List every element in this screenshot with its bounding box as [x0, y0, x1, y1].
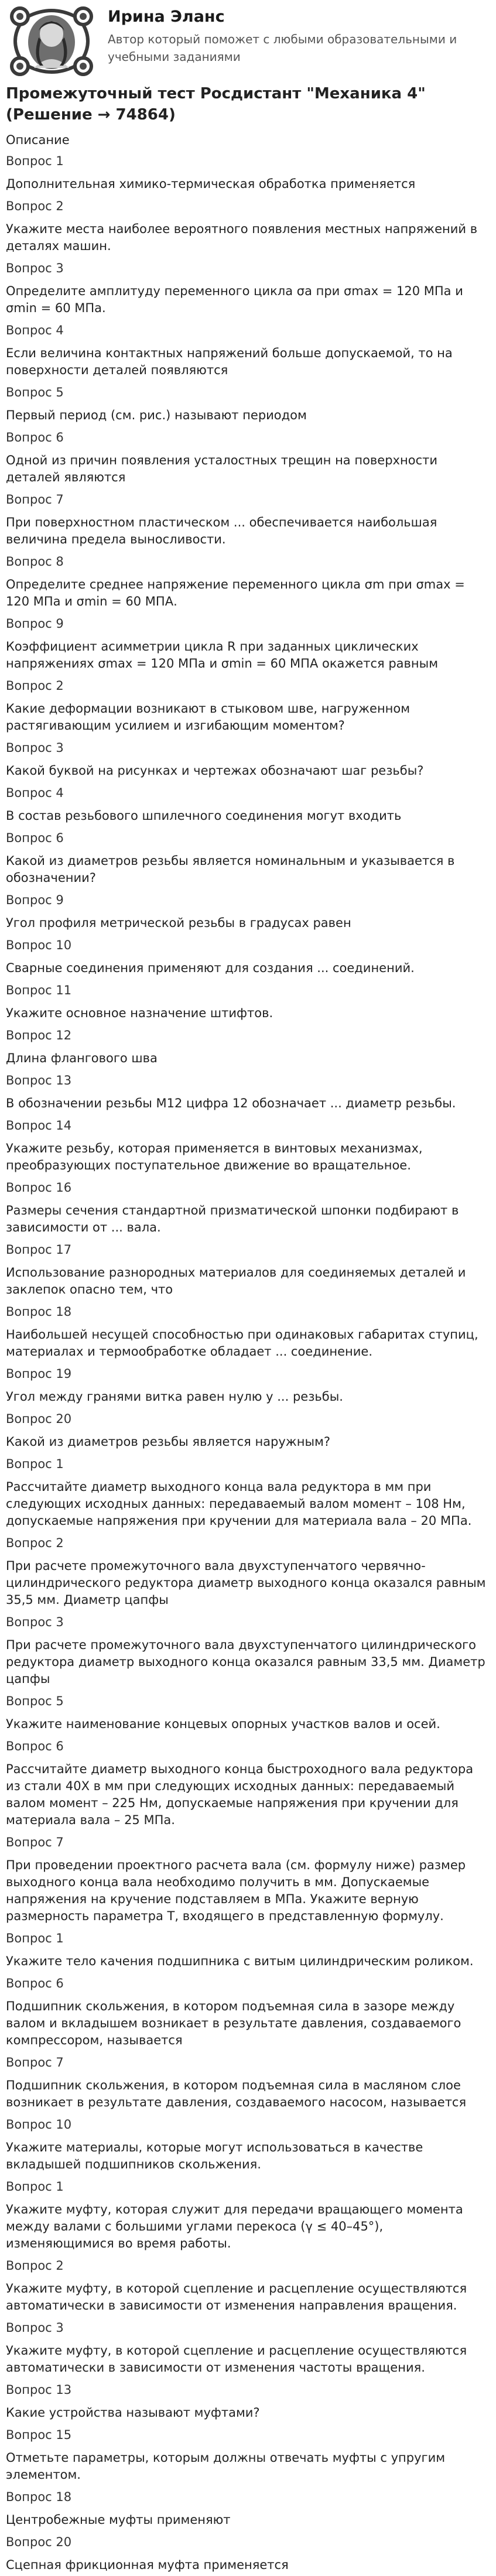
- question-item: [6, 150, 490, 195]
- question-number: Вопрос 13: [6, 1073, 72, 1087]
- question-number: Вопрос 2: [6, 199, 64, 213]
- question-text: Определите амплитуду переменного цикла σa при σmax = 120 МПа и σmin = 60 МПа.: [6, 284, 463, 315]
- question-item: [6, 1301, 490, 1363]
- question-text: В состав резьбового шпилечного соединения могут входить: [6, 809, 402, 823]
- question-item: [6, 1972, 490, 2051]
- question-number: Вопрос 8: [6, 555, 64, 569]
- question-text: Какой буквой на рисунках и чертежах обозначают шаг резьбы?: [6, 764, 424, 778]
- question-number: Вопрос 4: [6, 323, 64, 337]
- question-text: Дополнительная химико-термическая обработка применяется: [6, 177, 416, 191]
- question-item: [6, 889, 490, 934]
- question-item: [6, 1532, 490, 1611]
- question-number: Вопрос 1: [6, 154, 64, 168]
- question-number: Вопрос 10: [6, 2117, 72, 2132]
- question-number: Вопрос 19: [6, 1367, 72, 1381]
- question-item: [6, 1927, 490, 1972]
- question-text: Рассчитайте диаметр выходного конца вала редуктора в мм при следующих исходных данных: передаваемый валом момент – 108 Нм, допускаемые напряжения при кручении для материала вала – 20 МПа.: [6, 1480, 472, 1528]
- question-list: [6, 150, 490, 2576]
- question-number: Вопрос 18: [6, 2490, 72, 2504]
- question-item: [6, 2051, 490, 2113]
- question-number: Вопрос 12: [6, 1028, 72, 1042]
- question-item: [6, 1611, 490, 1690]
- question-item: [6, 2424, 490, 2486]
- question-item: [6, 934, 490, 979]
- question-number: Вопрос 13: [6, 2383, 72, 2397]
- question-item: [6, 550, 490, 613]
- question-text: Коэффициент асимметрии цикла R при заданных циклических напряжениях σmax = 120 МПа и σmin = 60 МПА окажется равным: [6, 639, 439, 670]
- question-number: Вопрос 2: [6, 1536, 64, 1550]
- question-number: Вопрос 6: [6, 1739, 64, 1753]
- question-text: При поверхностном пластическом ... обеспечивается наибольшая величина предела выносливости.: [6, 515, 437, 546]
- question-text: При расчете промежуточного вала двухступенчатого цилиндрического редуктора диаметр выходного конца оказался равным 33,5 мм. Диаметр цапфы: [6, 1638, 485, 1686]
- question-text: Отметьте параметры, которым должны отвечать муфты с упругим элементом.: [6, 2451, 446, 2482]
- avatar-ornament-icon: [7, 5, 96, 78]
- question-item: [6, 2175, 490, 2255]
- question-text: Наибольшей несущей способностью при одинаковых габаритах ступиц, материалах и термообработке обладает ... соединение.: [6, 1328, 478, 1359]
- question-number: Вопрос 4: [6, 786, 64, 800]
- question-text: Укажите тело качения подшипника с витым цилиндрическим роликом.: [6, 1954, 474, 1968]
- question-text: Какие устройства называют муфтами?: [6, 2406, 260, 2420]
- question-number: Вопрос 14: [6, 1118, 72, 1133]
- question-item: [6, 1114, 490, 1176]
- question-text: Подшипник скольжения, в котором подъемная сила в масляном слое возникает в результате давления, создаваемого насосом, называется: [6, 2078, 467, 2109]
- question-number: Вопрос 6: [6, 430, 64, 444]
- question-text: Укажите муфту, которая служит для передачи вращающего момента между валами с большими углами перекоса (γ ≤ 40–45°), изменяющимися во время работы.: [6, 2202, 463, 2250]
- question-item: [6, 1831, 490, 1927]
- author-avatar[interactable]: [7, 5, 96, 78]
- question-text: Укажите наименование концевых опорных участков валов и осей.: [6, 1717, 440, 1731]
- question-number: Вопрос 9: [6, 893, 64, 907]
- question-item: [6, 1363, 490, 1408]
- question-item: [6, 1239, 490, 1301]
- question-text: Центробежные муфты применяют: [6, 2513, 231, 2527]
- question-text: Укажите резьбу, которая применяется в винтовых механизмах, преобразующих поступательное движение во вращательное.: [6, 1141, 423, 1172]
- question-number: Вопрос 16: [6, 1181, 72, 1195]
- question-item: [6, 426, 490, 488]
- question-number: Вопрос 7: [6, 1835, 64, 1849]
- question-number: Вопрос 5: [6, 385, 64, 399]
- question-item: [6, 675, 490, 737]
- question-number: Вопрос 15: [6, 2428, 72, 2442]
- question-text: Размеры сечения стандартной призматической шпонки подбирают в зависимости от ... вала.: [6, 1203, 459, 1234]
- question-number: Вопрос 3: [6, 741, 64, 755]
- question-text: Если величина контактных напряжений больше допускаемой, то на поверхности деталей появляются: [6, 346, 453, 377]
- question-number: Вопрос 3: [6, 1615, 64, 1629]
- question-text: Подшипник скольжения, в котором подъемная сила в зазоре между валом и вкладышем возникает в результате давления, создаваемого компрессором, называется: [6, 1999, 461, 2047]
- question-item: [6, 1690, 490, 1735]
- question-text: Рассчитайте диаметр выходного конца быстроходного вала редуктора из стали 40Х в мм при следующих исходных данных: передаваемый валом момент – 225 Нм, допускаемые напряжения при кручении для материала вала – 25 МПа.: [6, 1762, 474, 1827]
- question-text: При расчете промежуточного вала двухступенчатого червячно-цилиндрического редуктора диаметр выходного конца оказался равным 35,5 мм. Диаметр цапфы: [6, 1559, 486, 1607]
- question-item: [6, 1735, 490, 1831]
- question-text: Сцепная фрикционная муфта применяется: [6, 2558, 289, 2572]
- question-text: В обозначении резьбы М12 цифра 12 обозначает ... диаметр резьбы.: [6, 1096, 456, 1110]
- question-number: Вопрос 3: [6, 261, 64, 275]
- question-text: Укажите материалы, которые могут использоваться в качестве вкладышей подшипников скольжения.: [6, 2140, 423, 2171]
- question-number: Вопрос 1: [6, 1931, 64, 1945]
- question-item: [6, 2317, 490, 2379]
- question-item: [6, 613, 490, 675]
- question-number: Вопрос 20: [6, 1412, 72, 1426]
- question-text: Укажите основное назначение штифтов.: [6, 1006, 273, 1020]
- author-name[interactable]: Ирина Эланс: [108, 8, 225, 26]
- question-item: [6, 827, 490, 889]
- question-item: [6, 257, 490, 319]
- question-text: Одной из причин появления усталостных трещин на поверхности деталей являются: [6, 453, 437, 484]
- question-number: Вопрос 7: [6, 492, 64, 507]
- question-item: [6, 488, 490, 550]
- question-number: Вопрос 17: [6, 1243, 72, 1257]
- question-number: Вопрос 5: [6, 1694, 64, 1708]
- author-info: [108, 5, 459, 66]
- question-number: Вопрос 18: [6, 1305, 72, 1319]
- question-item: [6, 1069, 490, 1114]
- question-text: Определите среднее напряжение переменного цикла σm при σmax = 120 МПа и σmin = 60 МПА.: [6, 577, 465, 608]
- question-text: Длина флангового шва: [6, 1051, 158, 1065]
- question-item: [6, 1024, 490, 1069]
- question-item: [6, 782, 490, 827]
- question-text: Угол между гранями витка равен нулю у ... резьбы.: [6, 1390, 343, 1404]
- question-item: [6, 2379, 490, 2424]
- question-item: [6, 2113, 490, 2175]
- page-title: Промежуточный тест Росдистант "Механика 4" (Решение → 74864): [6, 85, 426, 124]
- question-number: Вопрос 20: [6, 2535, 72, 2549]
- question-text: Укажите муфту, в которой сцепление и расцепление осуществляются автоматически в зависимости от изменения направления вращения.: [6, 2281, 467, 2312]
- question-number: Вопрос 3: [6, 2321, 64, 2335]
- question-text: Какие деформации возникают в стыковом шве, нагруженном растягивающим усилием и изгибающим моментом?: [6, 702, 411, 733]
- question-number: Вопрос 2: [6, 2259, 64, 2273]
- question-number: Вопрос 1: [6, 2180, 64, 2194]
- question-item: [6, 195, 490, 257]
- question-item: [6, 319, 490, 381]
- question-number: Вопрос 10: [6, 938, 72, 952]
- question-number: Вопрос 2: [6, 679, 64, 693]
- question-text: Какой из диаметров резьбы является наружным?: [6, 1435, 331, 1449]
- question-item: [6, 381, 490, 426]
- description-label: Описание: [6, 133, 70, 147]
- question-text: Использование разнородных материалов для соединяемых деталей и заклепок опасно тем, что: [6, 1265, 466, 1296]
- question-item: [6, 1408, 490, 1453]
- question-number: Вопрос 1: [6, 1457, 64, 1471]
- question-item: [6, 2486, 490, 2531]
- question-item: [6, 2255, 490, 2317]
- question-text: Угол профиля метрической резьбы в градусах равен: [6, 916, 351, 930]
- question-number: Вопрос 6: [6, 831, 64, 845]
- question-number: Вопрос 9: [6, 617, 64, 631]
- question-number: Вопрос 7: [6, 2055, 64, 2069]
- author-header: [6, 0, 490, 82]
- question-item: [6, 2531, 490, 2576]
- question-item: [6, 737, 490, 782]
- question-text: Укажите места наиболее вероятного появления местных напряжений в деталях машин.: [6, 222, 478, 253]
- question-text: При проведении проектного расчета вала (см. формулу ниже) размер выходного конца вала необходимо получить в мм. Допускаемые напряжения на кручение подставляем в МПа. Укажите верную размерность параметра Т, входящего в представленную формулу.: [6, 1858, 466, 1923]
- question-text: Какой из диаметров резьбы является номинальным и указывается в обозначении?: [6, 854, 455, 885]
- question-number: Вопрос 6: [6, 1976, 64, 1990]
- question-item: [6, 1176, 490, 1239]
- question-text: Сварные соединения применяют для создания ... соединений.: [6, 961, 415, 975]
- question-text: Укажите муфту, в которой сцепление и расцепление осуществляются автоматически в зависимости от изменения частоты вращения.: [6, 2344, 467, 2375]
- question-text: Первый период (см. рис.) называют периодом: [6, 408, 307, 422]
- question-item: [6, 1453, 490, 1532]
- question-item: [6, 979, 490, 1024]
- author-description: Автор который поможет с любыми образовательными и учебными заданиями: [108, 32, 457, 64]
- question-number: Вопрос 11: [6, 983, 72, 997]
